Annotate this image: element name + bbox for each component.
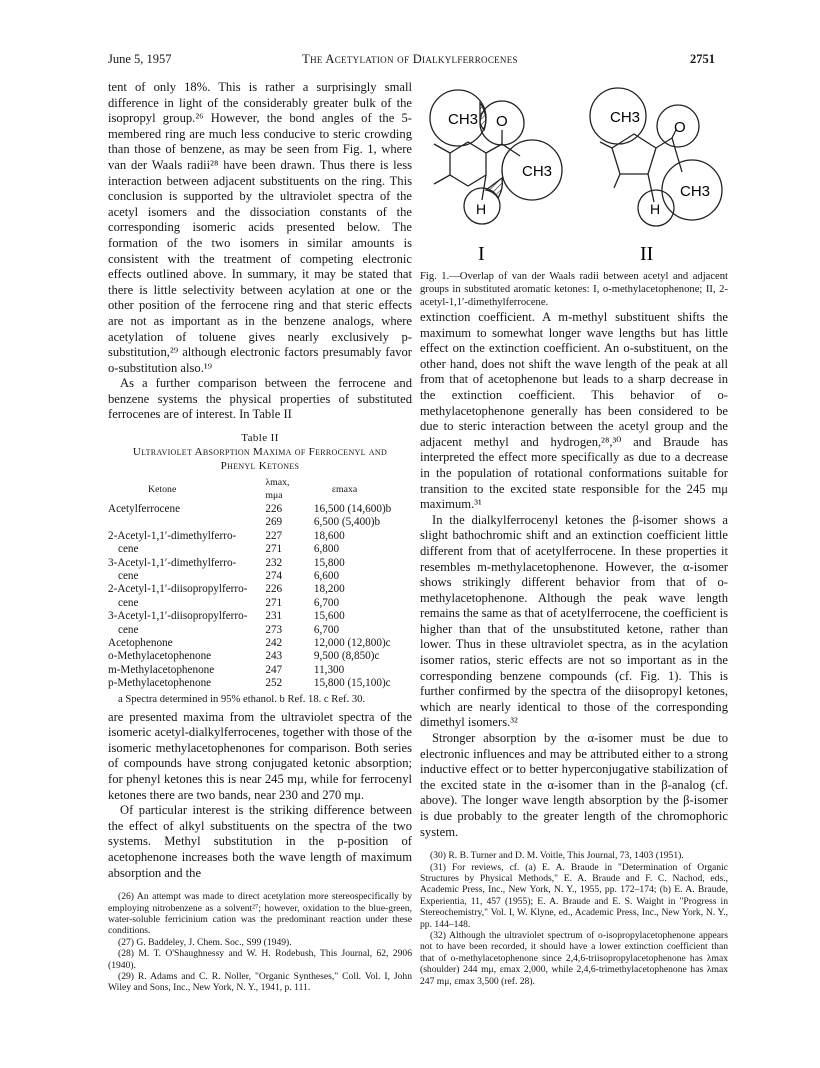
table-cell-lambda: 232 [265, 556, 283, 569]
table-cell-lambda: 274 [265, 569, 283, 582]
right-paragraph-1: extinction coefficient. A m-methyl substituent shifts the maximum to somewhat longer wave lengths but has little effect on the extinction coefficient. An o-substituent, on the other hand, does not shift the wave length of the peak at all from that of acetophenone but leads to a sharp decrease in the extinction coefficient. This behavior of o-methylacetophenone generally has been considered to be due to steric interaction between the acetyl group and the adjacent methyl and hydrogen,²⁸,³⁰ and Braude has interpreted the effect more specifically as due to a decrease in the population of rotational conformations suitable for transition to the excited state responsible for the 245 mμ maximum.³¹ [420, 310, 728, 512]
o-label-ii: O [674, 119, 686, 136]
left-paragraph-1: tent of only 18%. This is rather a surprisingly small difference in light of the considerably greater bulk of the isopropyl group.²⁶ However, the bond angles of the 5-membered ring are much less conducive to steric crowding than those of benzene, as may be seen from Fig. 1, where van der Waals radii²⁸ have been drawn. Thus there is less interaction between adjacent substituents on the ring. This conclusion is supported by the ultraviolet spectra of the acetyl isomers and the dissociation constants of the corresponding isomeric acids presented below. The formation of the two isomers in similar amounts is consistent with the treatment of competing electronic effects outlined above. In summary, it may be stated that there is little selectivity between acylation at one or the other position of the ferrocene ring and that steric effects are not as important as in the benzene analogs, where acetylation of toluene gives nearly exclusively p-substitution,²⁹ although electronic factors presumably favor o-substitution also.¹⁹ [108, 80, 412, 375]
table-cell-lambda: 247 [265, 663, 283, 676]
table-cell-lambda: 271 [265, 596, 283, 609]
header-page-number: 2751 [690, 52, 715, 66]
table-row [108, 624, 412, 637]
table-body [108, 503, 412, 691]
table-cell-ketone: 2-Acetyl-1,1′-dimethylferro- [108, 529, 237, 542]
table-cell-epsilon: 6,700 [313, 596, 340, 609]
table-label: Table II [241, 432, 279, 445]
table-cell-epsilon: 15,800 [313, 556, 345, 569]
table-header-lambda: λmax, mμa [265, 477, 290, 502]
table-cell-epsilon: 9,500 (8,850)c [313, 650, 380, 663]
table-cell-epsilon: 11,300 [313, 663, 345, 676]
ch3-label-ii: CH3 [610, 109, 641, 126]
footnote-30: (30) R. B. Turner and D. M. Voitle, This Journal, 73, 1403 (1951). [430, 850, 684, 862]
table-cell-ketone: cene [118, 569, 139, 582]
table-cell-epsilon: 16,500 (14,600)b [313, 502, 392, 515]
table-row [108, 557, 412, 570]
acetyl-ch3-label-i: CH3 [522, 163, 553, 180]
o-label-i: O [496, 113, 508, 130]
table-row [108, 597, 412, 610]
table-cell-ketone: m-Methylacetophenone [108, 663, 215, 676]
overlap-hatch-2 [486, 178, 502, 198]
table-cell-epsilon: 6,500 (5,400)b [313, 516, 381, 529]
table-cell-ketone: cene [118, 596, 139, 609]
header-date: June 5, 1957 [108, 52, 172, 66]
h-label-ii: H [650, 201, 661, 217]
left-paragraph-2: As a further comparison between the ferrocene and benzene systems the physical properties of substituted ferrocenes are of interest. In Table II [108, 376, 412, 422]
table-cell-ketone: cene [118, 623, 139, 636]
table-title-line-1: Ultraviolet Absorption Maxima of Ferrocenyl and [132, 446, 388, 459]
left-paragraph-3: are presented maxima from the ultraviolet spectra of the isomeric acetyl-dialkylferrocenes, together with those of the isomeric methylacetophenones for comparison. Both series of compounds have strong conjugated ketonic absorption; for phenyl ketones this is near 245 mμ, while for ferrocenyl ketones there are two bands, near 230 and 270 mμ. [108, 709, 412, 802]
right-footnotes [420, 850, 728, 987]
table-cell-ketone: 2-Acetyl-1,1′-diisopropylferro- [108, 583, 248, 596]
left-column [108, 80, 412, 994]
table-row [108, 570, 412, 583]
table-cell-lambda: 226 [265, 502, 283, 515]
table-header-ketone: Ketone [148, 483, 177, 495]
right-paragraph-3: Stronger absorption by the α-isomer must be due to electronic influences and may be attributed either to a strong inductive effect or to better hyperconjugative stabilization of the excited state in the α-isomer than in the β-analog (cf. above). The longer wave length absorption by the β-isomer is due probably to the greater length of the chromophoric system. [420, 731, 728, 839]
table-row [108, 583, 412, 596]
table-row [108, 503, 412, 516]
left-footnotes [108, 891, 412, 994]
footnote-29: (29) R. Adams and C. R. Noller, "Organic Syntheses," Coll. Vol. I, John Wiley and Sons, Inc., New York, N. Y., 1941, p. 111. [108, 970, 412, 994]
h-label-i: H [476, 201, 487, 217]
table-row [108, 516, 412, 529]
table-row [108, 543, 412, 556]
right-paragraph-2: In the dialkylferrocenyl ketones the β-isomer shows a slight bathochromic shift and an extinction coefficient little different from that of acetylferrocene. In these properties it resembles m-methylacetophenone. However, the α-isomer shows strikingly different behavior from that of o-methylacetophenone. Although the peak wave length remains the same as that of acetylferrocene, the coefficient is higher than that of the unsubstituted ketone, rather than lower. Thus in these ultraviolet spectra, as in the acylation isomer ratios, steric effects are not so important as in the corresponding benzene compounds (cf. Fig. 1). This is further confirmed by the spectra of the diisopropyl ketones, which are nearly identical to those of the corresponding dimethyl isomers.³² [420, 512, 728, 730]
acetyl-ch3-label-ii: CH3 [680, 183, 711, 200]
table-row [108, 677, 412, 690]
table-header-row [108, 476, 412, 503]
figure-1-drawing [420, 78, 724, 268]
table-cell-lambda: 226 [265, 583, 283, 596]
left-paragraph-4: Of particular interest is the striking difference between the effect of alkyl substituents on the spectra of the two systems. Methyl substitution in the p-position of acetophenone increases both the wave length of maximum absorption and the [108, 803, 412, 880]
footnote-31: (31) For reviews, cf. (a) E. A. Braude in "Determination of Organic Structures by Physical Methods," E. A. Braude and F. C. Nachod, eds., Academic Press, Inc., New York, N. Y., 1955, pp. 172–174; (b) E. A. Braude, Experientia, 11, 457 (1955); E. A. Braude and E. S. Waight in "Progress in Stereochemistry," Vol. I, W. Klyne, ed., Academic Press, Inc., New York, N. Y., pp. 144–148. [420, 861, 728, 930]
structure-ii-label: II [640, 243, 654, 265]
table-row [108, 664, 412, 677]
table-cell-epsilon: 12,000 (12,800)c [313, 636, 391, 649]
table-footnote: a Spectra determined in 95% ethanol. b Ref. 18. c Ref. 30. [118, 693, 366, 705]
table-cell-ketone: o-Methylacetophenone [108, 650, 212, 663]
table-cell-ketone: 3-Acetyl-1,1′-dimethylferro- [108, 556, 237, 569]
cyclopentadienyl-ring-ii [612, 134, 656, 174]
table-cell-epsilon: 15,600 [313, 610, 345, 623]
table-cell-epsilon: 6,800 [313, 543, 340, 556]
table-cell-ketone: cene [118, 543, 139, 556]
overlap-hatch-1 [480, 103, 486, 130]
footnote-32: (32) Although the ultraviolet spectrum of o-isopropylacetophenone appears not to have been recorded, it should have a lower extinction coefficient than that of o-methylacetophenone since 2,4,6-triisopropylacetophenone has λmax (shoulder) 244 mμ, εmax 2,000, while 2,4,6-trimethylacetophenone has λmax 247 mμ, εmax 3,500 (ref. 28). [420, 930, 728, 987]
table-cell-epsilon: 6,700 [313, 623, 340, 636]
table-cell-lambda: 269 [265, 516, 283, 529]
table-cell-ketone: Acetylferrocene [108, 502, 181, 515]
table-cell-lambda: 252 [265, 677, 283, 690]
table-title-line-2: Phenyl Ketones [220, 460, 300, 473]
uv-maxima-table [108, 476, 412, 691]
table-row [108, 650, 412, 663]
figure-1 [420, 78, 724, 268]
structure-i-label: I [478, 243, 485, 265]
benzene-ring-i [450, 142, 486, 186]
table-cell-epsilon: 15,800 (15,100)c [313, 677, 391, 690]
table-header-epsilon: εmaxa [331, 483, 358, 495]
table-cell-lambda: 243 [265, 650, 283, 663]
figure-1-caption: Fig. 1.—Overlap of van der Waals radii between acetyl and adjacent groups in substituted aromatic ketones: I, o-methylacetophenone; II, 2-acetyl-1,1′-dimethylferrocene. [420, 271, 728, 308]
table-cell-lambda: 242 [265, 636, 283, 649]
table-row [108, 530, 412, 543]
table-cell-lambda: 227 [265, 529, 283, 542]
table-cell-ketone: 3-Acetyl-1,1′-diisopropylferro- [108, 610, 248, 623]
table-row [108, 610, 412, 623]
table-cell-lambda: 231 [265, 610, 283, 623]
table-cell-epsilon: 18,200 [313, 583, 345, 596]
table-cell-ketone: p-Methylacetophenone [108, 677, 212, 690]
table-cell-ketone: Acetophenone [108, 636, 173, 649]
footnote-28: (28) M. T. O'Shaughnessy and W. H. Rodebush, This Journal, 62, 2906 (1940). [108, 948, 412, 971]
header-running-title: The Acetylation of Dialkylferrocenes [302, 52, 518, 66]
table-cell-epsilon: 18,600 [313, 529, 345, 542]
footnote-26: (26) An attempt was made to direct acetylation more stereospecifically by employing nitrobenzene as a solvent²⁷; however, oxidation to the blue-green, water-soluble ferricinium cation was the predominant reaction under these conditions. [108, 891, 412, 937]
table-cell-lambda: 273 [265, 623, 283, 636]
table-cell-epsilon: 6,600 [313, 569, 340, 582]
table-cell-lambda: 271 [265, 543, 283, 556]
ch3-label-i: CH3 [448, 111, 479, 128]
footnote-27: (27) G. Baddeley, J. Chem. Soc., S99 (1949). [118, 936, 292, 948]
table-cell-ketone [108, 516, 265, 529]
table-row [108, 637, 412, 650]
right-column [420, 310, 728, 987]
